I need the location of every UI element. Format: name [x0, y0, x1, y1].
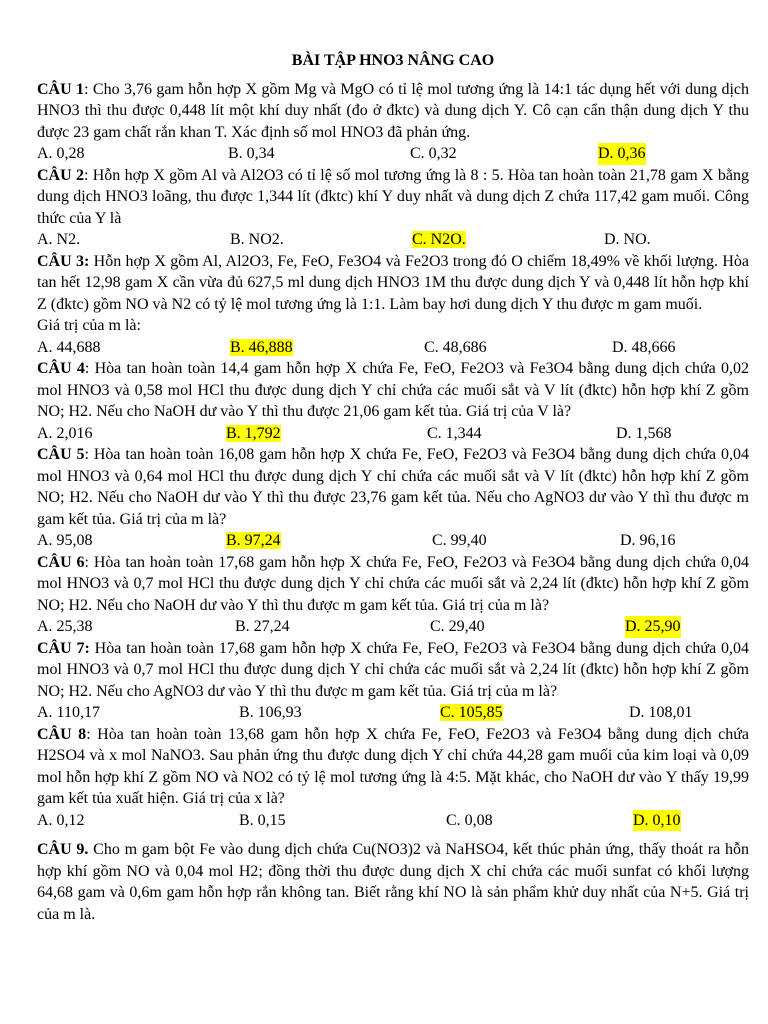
question-text: Cho 3,76 gam hỗn hợp X gồm Mg và MgO có tỉ lệ mol tương ứng là 14:1 tác dụng hết với dung dịch HNO3 thì thu được 0,448 lít một khí duy nhất (đo ở đktc) và dung dịch Y. Cô cạn cẩn thận dung dịch Y thu được 23 gam chất rắn khan T. Xác định số mol HNO3 đã phản ứng.	[37, 80, 749, 141]
question-label: CÂU 8	[37, 725, 87, 743]
answer-option: D. 1,568	[616, 424, 672, 442]
answer-option: B. 106,93	[239, 704, 302, 721]
answer-option: A. 110,17	[37, 704, 100, 721]
question-label: CÂU 5	[37, 446, 85, 463]
answer-option: B. 0,34	[228, 145, 275, 162]
question-subtext: Giá trị của m là:	[37, 317, 141, 334]
answer-option: A. 0,28	[37, 145, 85, 162]
answer-option-correct: B. 97,24	[226, 532, 281, 549]
question-text: Hòa tan hoàn toàn 13,68 gam hỗn hợp X chứa Fe, FeO, Fe2O3 và Fe3O4 bằng dung dịch chứa H2SO4 và x mol NaNO3. Sau phản ứng thu được dung dịch Y chỉ chứa 44,28 gam muối của kim loại và 0,09 mol hỗn hợp khí Z gồm NO và NO2 có tỷ lệ mol tương ứng là 4:5. Mặt khác, cho NaOH dư vào Y thấy 19,99 gam kết tủa xuất hiện. Giá trị của x là?	[37, 725, 750, 807]
answer-option-correct: B. 1,792	[226, 424, 281, 442]
label-separator: :	[84, 553, 94, 571]
answer-option: B. 27,24	[235, 618, 290, 635]
answer-option: A. 25,38	[37, 618, 93, 635]
question-text: Hòa tan hoàn toàn 17,68 gam hỗn hợp X chứa Fe, FeO, Fe2O3 và Fe3O4 bằng dung dịch chứa 0,04 mol HNO3 và 0,7 mol HCl thu được dung dịch Y chỉ chứa các muối sắt và 2,24 lít (đktc) hỗn hợp khí Z gồm NO; H2. Nếu cho AgNO3 dư vào Y thì thu được m gam kết tủa. Giá trị của m là?	[37, 639, 750, 700]
answer-option: C. 0,08	[446, 811, 493, 829]
question-1	[37, 79, 749, 144]
question-9	[37, 839, 749, 925]
question-text: Hỗn hợp X gồm Al, Al2O3, Fe, FeO, Fe3O4 và Fe2O3 trong đó O chiếm 18,49% về khối lượng. Hòa tan hết 12,98 gam X cần vừa đủ 627,5 ml dung dịch HNO3 1M thu được dung dịch Y và 0,448 lít hỗn hợp khí Z (đktc) gồm NO và N2 có tỷ lệ mol tương ứng là 1:1. Làm bay hơi dung dịch Y thu được m gam muối.	[37, 252, 749, 313]
question-8	[37, 724, 749, 810]
answer-option: C. 48,686	[424, 338, 487, 356]
label-separator: :	[83, 166, 93, 184]
answer-option: C. 29,40	[430, 618, 485, 635]
document-page	[37, 50, 749, 925]
question-2	[37, 165, 749, 230]
answer-option-correct: D. 25,90	[625, 616, 681, 638]
answer-row	[37, 810, 749, 832]
question-text: Hòa tan hoàn toàn 14,4 gam hỗn hợp X chứa Fe, FeO, Fe2O3 và Fe3O4 bằng dung dịch chứa 0,02 mol HNO3 và 0,58 mol HCl thu được dung dịch Y chỉ chứa các muối sắt và V lít (đktc) hỗn hợp khí Z gồm NO; H2. Nếu cho NaOH dư vào Y thì thu được 21,06 gam kết tủa. Giá trị của V là?	[37, 360, 749, 420]
page-title: BÀI TẬP HNO3 NÂNG CAO	[291, 52, 495, 69]
answer-option: D. 48,666	[612, 338, 676, 356]
question-label: CÂU 1	[37, 80, 85, 98]
question-label: CÂU 6	[37, 553, 85, 571]
answer-option-correct: C. 105,85	[440, 704, 503, 721]
answer-option: A. 2,016	[37, 424, 93, 442]
question-3	[37, 251, 749, 316]
answer-row	[37, 616, 749, 638]
answer-option: D. 108,01	[629, 704, 693, 721]
answer-option: D. 96,16	[620, 532, 676, 549]
answer-option: D. NO.	[604, 231, 651, 248]
label-separator: :	[86, 725, 98, 743]
question-4	[37, 358, 749, 423]
question-text: Hòa tan hoàn toàn 17,68 gam hỗn hợp X chứa Fe, FeO, Fe2O3 và Fe3O4 bằng dung dịch chứa 0,04 mol HNO3 và 0,7 mol HCl thu được dung dịch Y chỉ chứa các muối sắt và 2,24 lít (đktc) hỗn hợp khí Z gồm NO; H2. Nếu cho NaOH dư vào Y thì thu được m gam kết tủa. Giá trị của m là?	[37, 553, 750, 614]
answer-option: A. 95,08	[37, 532, 93, 549]
question-text: Cho m gam bột Fe vào dung dịch chứa Cu(NO3)2 và NaHSO4, kết thúc phản ứng, thấy thoát ra hỗn hợp khí gồm NO và 0,04 mol H2; đồng thời thu được dung dịch X chỉ chứa các muối sunfat có khối lượng 64,68 gam và 0,6m gam hỗn hợp rắn không tan. Biết rằng khí NO là sản phẩm khử duy nhất của N+5. Giá trị của m là.	[37, 841, 750, 923]
question-6	[37, 552, 749, 617]
question-text: Hòa tan hoàn toàn 16,08 gam hỗn hợp X chứa Fe, FeO, Fe2O3 và Fe3O4 bằng dung dịch chứa 0,04 mol HNO3 và 0,64 mol HCl thu được dung dịch Y chỉ chứa các muối sắt và V lít (đktc) hỗn hợp khí Z gồm NO; H2. Nếu cho NaOH dư vào Y thì thu được 23,76 gam kết tủa. Nếu cho AgNO3 dư vào Y thì thu được m gam kết tủa. Giá trị của m là?	[37, 446, 750, 528]
answer-option: B. NO2.	[230, 231, 284, 248]
answer-option: C. 99,40	[432, 532, 487, 549]
label-separator: :	[84, 446, 94, 463]
answer-row	[37, 702, 749, 724]
question-5	[37, 444, 749, 530]
answer-row	[37, 337, 749, 359]
answer-row	[37, 229, 749, 251]
question-label: CÂU 2	[37, 166, 84, 184]
question-label: CÂU 3:	[37, 252, 90, 270]
answer-option: B. 0,15	[239, 811, 286, 829]
label-separator: :	[84, 360, 95, 377]
answer-row	[37, 143, 749, 165]
answer-row	[37, 530, 749, 552]
question-label: CÂU 9.	[37, 841, 89, 858]
answer-option: C. 1,344	[427, 424, 482, 442]
spacer	[37, 831, 749, 839]
answer-option-correct: C. N2O.	[412, 231, 466, 248]
answer-row	[37, 423, 749, 445]
answer-option-correct: B. 46,888	[230, 338, 293, 356]
label-separator: :	[84, 80, 93, 98]
question-7	[37, 638, 749, 703]
answer-option: A. N2.	[37, 231, 81, 248]
answer-option: A. 44,688	[37, 338, 101, 356]
question-label: CÂU 4	[37, 360, 85, 377]
answer-option-correct: D. 0,36	[598, 143, 646, 165]
question-label: CÂU 7:	[37, 639, 90, 657]
answer-option-correct: D. 0,10	[633, 810, 681, 832]
answer-option: A. 0,12	[37, 811, 85, 829]
answer-option: C. 0,32	[410, 145, 457, 162]
question-text: Hỗn hợp X gồm Al và Al2O3 có tỉ lệ số mol tương ứng là 8 : 5. Hòa tan hoàn toàn 21,78 gam X bằng dung dịch HNO3 loãng, thu được 1,344 lít (đktc) khí Y duy nhất và dung dịch Z chứa 117,42 gam muối. Công thức của Y là	[37, 166, 749, 227]
